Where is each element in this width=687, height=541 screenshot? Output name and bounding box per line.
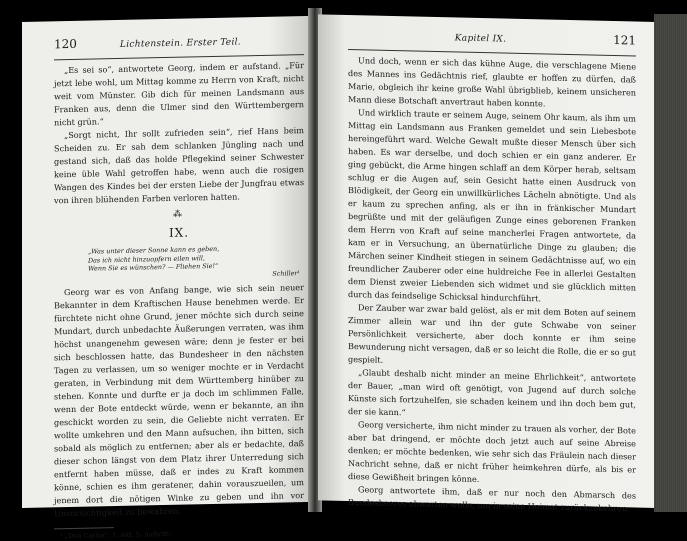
paragraph: Der Zauber war zwar bald gelöst, als er mit dem Boten auf seinem Zimmer allein war und ihn der gute Schwabe von seiner Persönlichkeit versicherte, aber doch konnte er ihm seine Bewunderung nicht versagen, daß er so leicht die Rolle, die er so gut gespielt.	[348, 302, 636, 365]
paragraph: Georg versicherte, ihm nicht minder zu trauen als vorher, der Bote aber bat dringend, er möchte doch jetzt auch auf seine Abreise denken; er möchte bedenken, wie sehr sich das Fräulein nach dieser Nachricht sehne, daß er nicht früher heimkehren dürfe, als bis er diese Gewißheit bringen könne.	[348, 419, 636, 484]
paragraph: „Sorgt nicht, Ihr sollt zufrieden sein“, rief Hans beim Scheiden zu. Er sah dem schlanken Jüngling nach und gestand sich, daß das holde Pflegekind seiner Schwester keine üble Wahl getroffen habe, wenn auch die rosigen Wangen des Kindes bei der ersten Liebe der Jungfrau etwas von ihren blühenden Farben verloren hatten.	[54, 125, 304, 206]
footnote: ¹ „Don Carlos“, 1. Akt, 5. Auftritt.	[60, 530, 171, 541]
epigraph-line: „Was unter dieser Sonne kann es geben,	[88, 244, 220, 256]
right-page	[318, 14, 656, 514]
paragraph: „Glaubt deshalb nicht minder an meine Ehrlichkeit“, antwortete der Bauer, „man wird oft genötigt, von Jugend auf durch solche Künste sich fortzuhelfen, sie schaden keinem und ihn doch bem gut, der sie kann.“	[348, 367, 636, 418]
chapter-heading: IX.	[168, 225, 190, 240]
section-ornament: ⁂	[173, 209, 185, 220]
right-page-body	[318, 53, 656, 516]
paragraph: Georg antwortete ihm, daß er nur noch den Abmarsch des Bundesheeres abwarten wolle, um in seine Heimat zurückzukehren.	[348, 484, 636, 514]
epigraph	[88, 243, 304, 282]
paragraph: Und doch, wenn er sich das kühne Auge, die verschlagene Miene des Mannes ins Gedächtnis rief, glaubte er hoffen zu dürfen, daß Marie, obgleich ihr keine große Wahl übrigblieb, keinem unsicheren Mann diese Botschaft anvertraut haben konnte.	[348, 55, 636, 109]
left-page-body	[22, 59, 312, 521]
page-edges	[654, 14, 687, 512]
epigraph-line: Wenn Sie es wünschen? — Fliehen Sie!“	[88, 262, 219, 273]
left-page	[22, 16, 312, 541]
paragraph: Georg war es von Anfang bange, wie sich sein neuer Bekannter in dem Kraftischen Hause benehmen werde. Er fürchtete nicht ohne Grund, jener möchte sich durch seine Mundart, durch unbedachte Äußerungen verraten, was ihm höchst unangenehm gewesen wäre; denn je fester er bei sich beschlossen hatte, das Bundesheer in den nächsten Tagen zu verlassen, um so weniger mochte er in Verdacht geraten, in Verbindung mit dem Württemberg hinüber zu stehen. Konnte und durfte er ja doch im schlimmen Falle, wenn der Bote entdeckt würde, wenn er bekannte, an ihn geschickt worden zu sein, die Geliebte nicht verraten. Er wollte umkehren und den Mann aufsuchen, ihn bitten, sich sobald als möglich zu entfernen; aber als er bedachte, daß dieser schon längst von dem Platz ihrer Unterredung sich entfernt haben müsse, daß er indes zu Kraft kommen könne, schien es ihm geratener, dahin vorauszueilen, um jenem dort die nötigen Winke zu geben und ihn vor Unvorsichtigkeit zu bewahren.	[54, 282, 304, 519]
epigraph-line: Das ich nicht hinzuopfern eilen will,	[88, 253, 205, 265]
page-number: 120	[54, 36, 77, 52]
right-page-header	[348, 27, 636, 56]
paragraph: Und wirklich traute er seinem Auge, seinem Ohr kaum, als ihm um Mittag ein Landsmann aus Franken gemeldet und sein Liebesbote hereingeführt ward. Welche Gewalt mußte dieser Mensch über sich haben. Es war derselbe, und doch schien er ein ganz anderer. Er ging gebückt, die Arme hingen schlaff an dem Körper herab, seltsam schlug er die Augen auf, sein Gesicht hatte einen Ausdruck von Blödigkeit, der Georg ein unwillkürliches Lächeln abnötigte. Und als er kaum zu sprechen anfing, als er ihn in fränkischer Mundart begrüßte und mit der geläufigen Zunge eines geborenen Franken dem Herrn von Kraft auf seine mancherlei Fragen antwortete, da kam er in Versuchung, an übernatürliche Dinge zu glauben; die Märchen seiner Kindheit stiegen in seinem Gedächtnisse auf, wo ein freundlicher Zauberer oder eine huldreiche Fee in allerlei Gestalten dem Dienst zweier Liebenden sich widmet und sie glücklich mitten durch das feindselige Schicksal hindurchführt.	[348, 107, 636, 304]
paragraph: „Es sei so“, antwortete Georg, indem er aufstand. „Für jetzt lebe wohl, um Mittag komme zu Herrn von Kraft, nicht weit vom Münster. Gib dich für meinen Landsmann aus Franken aus, denn die Ulmer sind den Württembergern nicht grün.“	[54, 60, 304, 128]
running-head: Kapitel IX.	[454, 33, 507, 45]
footnote-rule	[54, 527, 114, 529]
page-number: 121	[613, 33, 636, 48]
running-head: Lichtenstein. Erster Teil.	[119, 37, 241, 50]
epigraph-source: Schiller¹	[272, 268, 300, 278]
